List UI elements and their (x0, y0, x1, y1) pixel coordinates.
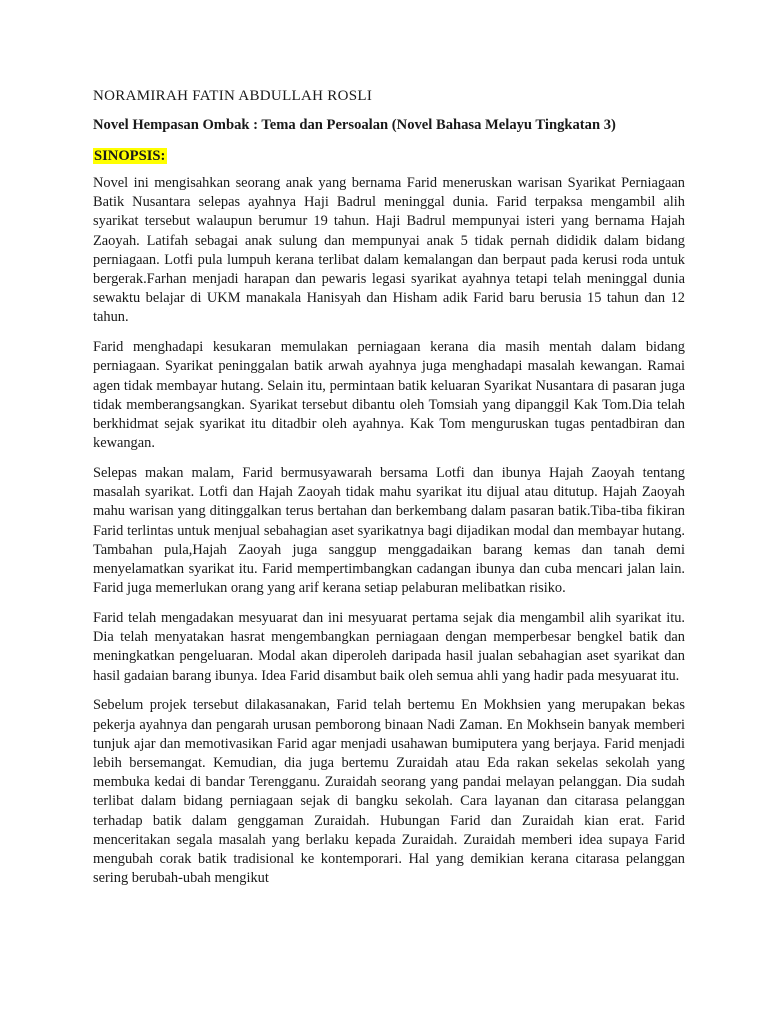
paragraph-3: Selepas makan malam, Farid bermusyawarah bersama Lotfi dan ibunya Hajah Zaoyah tentang masalah syarikat. Lotfi dan Hajah Zaoyah tidak mahu syarikat itu dijual atau ditutup. Hajah Zaoyah mahu warisan yang ditinggalkan terus bertahan dan berkembang dalam pasaran batik.Tiba-tiba fikiran Farid terlintas untuk menjual sebahagian aset syarikatnya bagi dijadikan modal dan membayar hutang. Tambahan pula,Hajah Zaoyah juga sanggup menggadaikan barang kemas dan tanah demi menyelamatkan syarikat itu. Farid mempertimbangkan cadangan ibunya dan cuba mencari jalan lain. Farid juga memerlukan orang yang arif kerana setiap pelaburan melibatkan risiko. (93, 465, 685, 597)
section-heading (93, 146, 685, 166)
highlighted-heading-text: SINOPSIS: (94, 148, 166, 164)
paragraph-5: Sebelum projek tersebut dilakasanakan, Farid telah bertemu En Mokhsien yang merupakan bekas pekerja ayahnya dan pengarah urusan pemborong binaan Nadi Zaman. En Mokhsein banyak memberi tunjuk ajar dan memotivasikan Farid agar menjadi usahawan bumiputera yang berjaya. Farid menjadi lebih bersemangat. Kemudian, dia juga bertemu Zuraidah atau Eda rakan sekelas sekolah yang membuka kedai di bandar Terengganu. Zuraidah seorang yang pandai melayan pelanggan. Dia sudah terlibat dalam bidang perniagaan sejak di bangku sekolah. Cara layanan dan citarasa pelanggan terhadap batik dalam genggaman Zuraidah. Hubungan Farid dan Zuraidah kian erat. Farid menceritakan segala masalah yang berlaku kepada Zuraidah. Zuraidah memberi idea supaya Farid mengubah corak batik tradisional ke kontemporari. Hal yang demikian kerana citarasa pelanggan sering berubah-ubah mengikut (93, 697, 685, 887)
paragraph-2: Farid menghadapi kesukaran memulakan perniagaan kerana dia masih mentah dalam bidang perniagaan. Syarikat peninggalan batik arwah ayahnya juga menghadapi masalah kewangan. Ramai agen tidak membayar hutang. Selain itu, permintaan batik keluaran Syarikat Nusantara di pasaran juga tidak memberangsangkan. Syarikat tersebut dibantu oleh Tomsiah yang dipanggil Kak Tom.Dia telah berkhidmat sejak syarikat itu ditadbir oleh ayahnya. Kak Tom menguruskan tugas pentadbiran dan kewangan. (93, 339, 685, 452)
document-title: Novel Hempasan Ombak : Tema dan Persoalan (Novel Bahasa Melayu Tingkatan 3) (93, 117, 616, 133)
paragraph-1: Novel ini mengisahkan seorang anak yang bernama Farid meneruskan warisan Syarikat Perniagaan Batik Nusantara selepas ayahnya Haji Badrul meninggal dunia. Farid terpaksa mengambil alih syarikat tersebut walaupun berumur 19 tahun. Haji Badrul mempunyai isteri yang bernama Hajah Zaoyah. Latifah sebagai anak sulung dan mempunyai anak 5 tidak pernah dididik dalam bidang perniagaan. Lotfi pula lumpuh kerana terlibat dalam kemalangan dan berpaut pada kerusi roda untuk bergerak.Farhan menjadi harapan dan pewaris legasi syarikat ayahnya tetapi telah meninggal dunia sewaktu belajar di UKM manakala Hanisyah dan Hisham adik Farid baru berusia 15 tahun dan 12 tahun. (93, 175, 685, 326)
paragraph-4: Farid telah mengadakan mesyuarat dan ini mesyuarat pertama sejak dia mengambil alih syarikat itu. Dia telah menyatakan hasrat mengembangkan perniagaan dengan memperbesar bengkel batik dan meningkatkan pengeluaran. Modal akan diperoleh daripada hasil jualan sebahagian aset syarikat dan hasil gadaian barang ibunya. Idea Farid disambut baik oleh semua ahli yang hadir pada mesyuarat itu. (93, 610, 685, 684)
author-name: NORAMIRAH FATIN ABDULLAH ROSLI (93, 88, 373, 104)
